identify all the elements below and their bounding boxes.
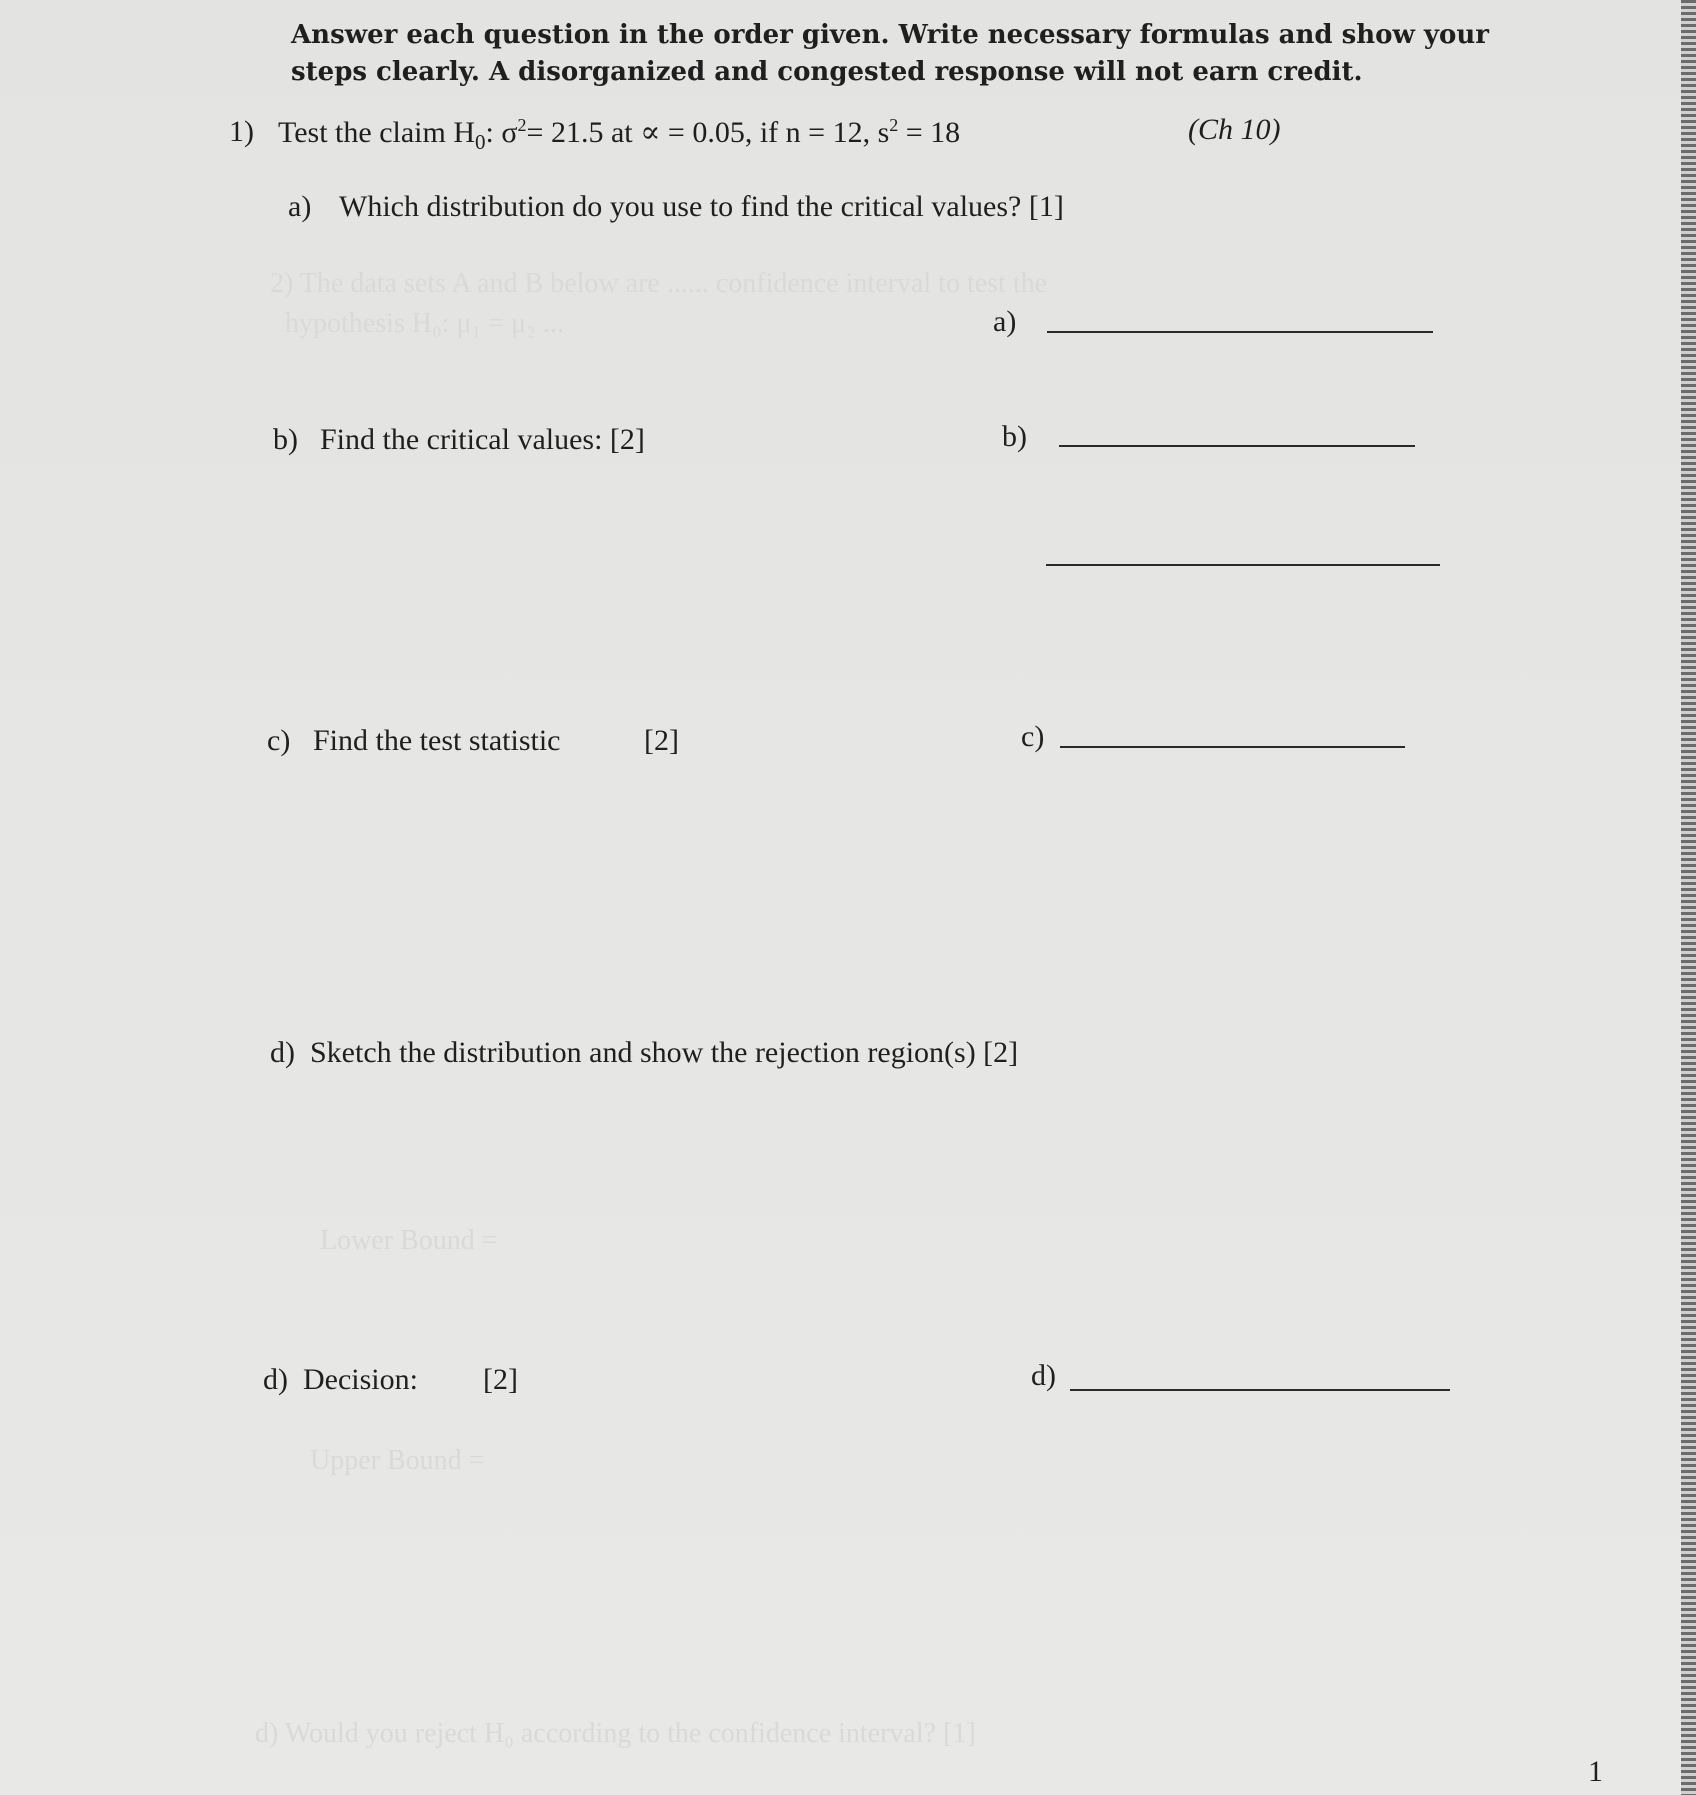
instructions-line-1: Answer each question in the order given. Write necessary formulas and show your — [291, 20, 1489, 50]
answer-a-label: a) — [993, 305, 1017, 338]
page-number: 1 — [1588, 1755, 1603, 1788]
bleed-through-text: d) Would you reject H₀ according to the confidence interval? [1] — [255, 1718, 976, 1749]
part-b-text: Find the critical values: [2] — [320, 423, 645, 456]
bleed-through-text: 2) The data sets A and B below are ...... confidence interval to test the — [270, 268, 1048, 299]
part-d-decision-label: d) — [263, 1363, 288, 1396]
answer-d-line[interactable] — [1070, 1389, 1450, 1391]
part-d-sketch-text: Sketch the distribution and show the rejection region(s) [2] — [310, 1036, 1019, 1069]
answer-b-line-1[interactable] — [1059, 445, 1415, 447]
answer-c-line[interactable] — [1060, 746, 1405, 748]
part-c-label: c) — [267, 724, 291, 757]
question-number: 1) — [229, 115, 254, 148]
answer-d-label: d) — [1031, 1359, 1056, 1392]
part-d-sketch-label: d) — [270, 1036, 295, 1069]
question-stem: Test the claim $H_0$: $\sigma^2= 21.5$ at ∝ = 0.05, if n = 12, $s^2 = 18$ — [278, 115, 961, 154]
part-d-decision-text: Decision: — [303, 1363, 418, 1396]
part-a-label: a) — [288, 190, 312, 223]
part-b-label: b) — [273, 423, 298, 456]
part-d-decision-points: [2] — [483, 1363, 518, 1396]
instructions-line-2: steps clearly. A disorganized and congested response will not earn credit. — [291, 57, 1363, 87]
sketch-area[interactable] — [300, 1090, 1200, 1310]
part-c-points: [2] — [644, 724, 679, 757]
part-c-text: Find the test statistic — [313, 724, 561, 757]
answer-b-line-2[interactable] — [1046, 564, 1440, 566]
bleed-through-text: Lower Bound = — [320, 1225, 498, 1256]
answer-b-label: b) — [1002, 420, 1027, 453]
answer-a-line[interactable] — [1047, 331, 1433, 333]
answer-c-label: c) — [1021, 720, 1045, 753]
paper-stack-edge — [1681, 0, 1696, 1795]
chapter-reference: (Ch 10) — [1188, 113, 1281, 146]
bleed-through-text: hypothesis H₀: μ₁ = μ₂ ... — [285, 308, 564, 339]
part-a-text: Which distribution do you use to find the critical values? [1] — [339, 190, 1064, 223]
bleed-through-text: Upper Bound = — [310, 1445, 485, 1476]
